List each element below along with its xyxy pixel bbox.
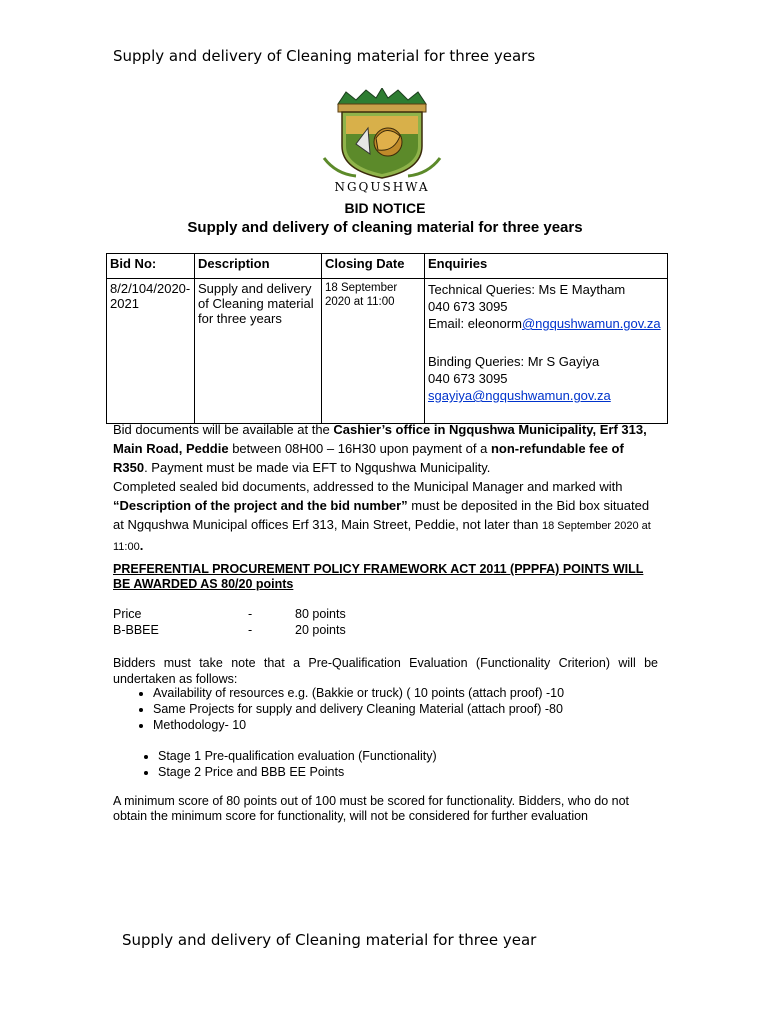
para-text: Bid documents will be available at the — [113, 422, 334, 437]
points-dash: - — [248, 623, 253, 637]
list-item: • Availability of resources e.g. (Bakkie or truck) ( 10 points (attach proof) -10 — [153, 685, 564, 701]
points-value: 20 points — [295, 623, 346, 637]
crest-icon — [316, 88, 448, 180]
closing-date: 18 September 2020 at 11:00 — [322, 279, 425, 424]
technical-email — [428, 315, 664, 332]
col-header-bid-no: Bid No: — [107, 254, 195, 279]
list-item: • Stage 1 Pre-qualification evaluation (Functionality) — [158, 748, 437, 764]
points-label: B-BBEE — [113, 623, 159, 637]
col-header-closing-date: Closing Date — [322, 254, 425, 279]
deadline-date: 18 September 2020 at 11:00 — [113, 520, 651, 553]
binding-phone: 040 673 3095 — [428, 371, 508, 386]
col-header-enquiries: Enquiries — [425, 254, 668, 279]
criteria-list — [113, 685, 564, 733]
bid-description: Supply and delivery of Cleaning material for three years — [195, 279, 322, 424]
municipality-logo — [316, 88, 448, 198]
table-header-row — [107, 254, 668, 279]
bid-notice-heading: BID NOTICE — [344, 200, 426, 216]
bid-instructions — [113, 420, 661, 557]
binding-queries: Binding Queries: Mr S Gayiya — [428, 354, 600, 369]
technical-email-link[interactable]: @ngqushwamun.gov.za — [521, 316, 661, 331]
para-bold: “Description of the project and the bid number” — [113, 498, 408, 513]
points-dash: - — [248, 607, 253, 621]
para-text: . Payment must be made via EFT to Ngqushwa Municipality. — [144, 460, 491, 475]
col-header-description: Description — [195, 254, 322, 279]
binding-email-link[interactable]: sgayiya@ngqushwamun.gov.za — [428, 388, 611, 403]
stages-list — [118, 748, 437, 780]
bid-number: 8/2/104/2020-2021 — [107, 279, 195, 424]
page-footer: Supply and delivery of Cleaning material for three year — [122, 931, 537, 949]
table-row — [107, 279, 668, 424]
para-bold: . — [139, 538, 144, 553]
points-row — [113, 606, 413, 622]
list-item: • Same Projects for supply and delivery Cleaning Material (attach proof) -80 — [153, 701, 564, 717]
list-item: • Methodology- 10 — [153, 717, 564, 733]
points-list — [113, 606, 413, 638]
page-header: Supply and delivery of Cleaning material for three years — [113, 47, 536, 65]
document-title: Supply and delivery of cleaning material for three years — [187, 219, 583, 236]
bidders-note: Bidders must take note that a Pre-Qualification Evaluation (Functionality Criterion) will be undertaken as follows: — [113, 656, 658, 686]
pppfa-heading: PREFERENTIAL PROCUREMENT POLICY FRAMEWORK ACT 2011 (PPPFA) POINTS WILL BE AWARDED AS 80/20 points — [113, 562, 644, 591]
technical-queries: Technical Queries: Ms E Maytham — [428, 282, 626, 297]
email-prefix: Email: eleonorm — [428, 316, 522, 331]
minimum-score-note: A minimum score of 80 points out of 100 must be scored for functionality. Bidders, who do not obtain the minimum score for functionality, will not be considered for further evaluation — [113, 794, 630, 823]
points-row — [113, 622, 413, 638]
para-text: Completed sealed bid documents, addressed to the Municipal Manager and marked with — [113, 479, 623, 494]
bid-table — [106, 253, 668, 424]
para-text: between 08H00 – 16H30 upon payment of a — [228, 441, 491, 456]
enquiries-cell — [425, 279, 668, 424]
list-item: • Stage 2 Price and BBB EE Points — [158, 764, 437, 780]
para-text: must be deposited in the Bid box situated at Ngqushwa Municipal offices Erf 313, Main Street, Peddie, not later than — [113, 498, 650, 532]
technical-phone: 040 673 3095 — [428, 299, 508, 314]
para-bold: non-refundable fee of R350 — [113, 441, 624, 475]
para-bold: Cashier’s office in Ngqushwa Municipality, Erf 313, Main Road, Peddie — [113, 422, 647, 456]
logo-text: NGQUSHWA — [334, 180, 430, 194]
points-label: Price — [113, 607, 142, 621]
points-value: 80 points — [295, 607, 346, 621]
